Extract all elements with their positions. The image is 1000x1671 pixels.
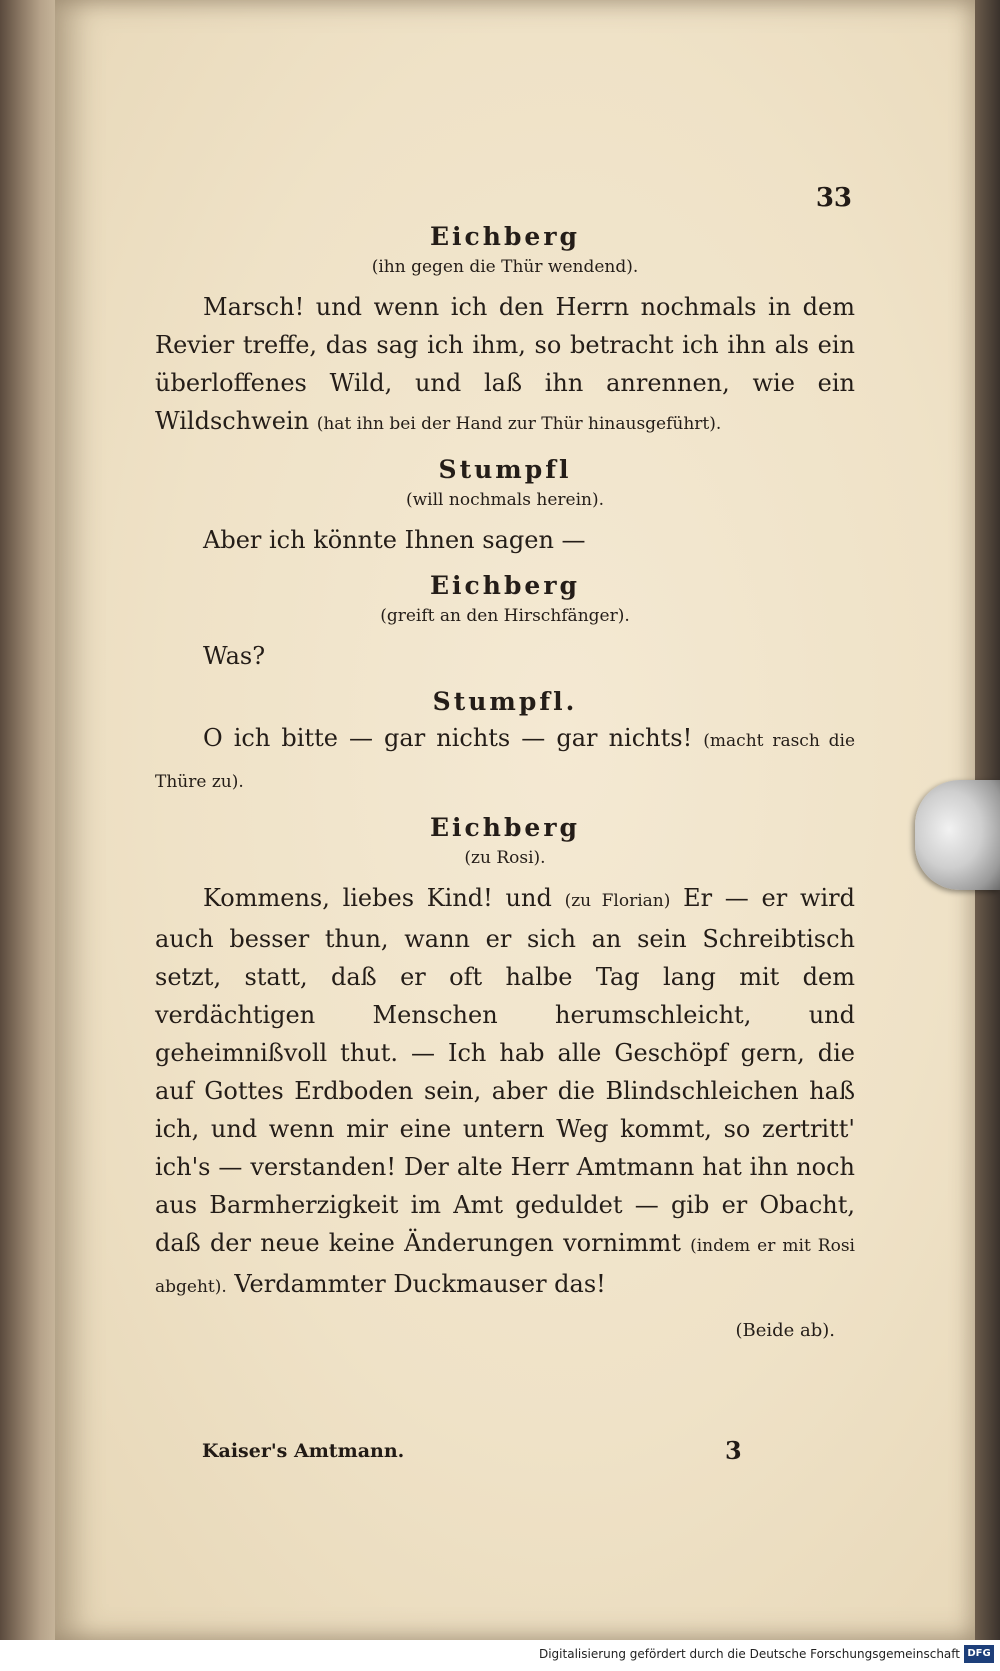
speaker-name: Eichberg <box>430 813 580 842</box>
left-page-edge <box>0 0 58 1640</box>
speech: Was? <box>203 642 266 670</box>
speech-text: Verdammter Duckmauser das! <box>226 1270 606 1298</box>
stage-direction: (greift an den Hirschfänger). <box>380 606 630 626</box>
stage-direction: (zu Rosi). <box>464 848 546 868</box>
exit-direction: (Beide ab). <box>735 1320 835 1341</box>
speech-text: Er — er wird auch besser thun, wann er sich an sein Schreibtisch setzt, statt, daß er oft halbe Tag lang mit dem verdächtigen Menschen herumschleicht, und geheimnißvoll thut. — Ich hab alle Geschöpf gern, die auf Gottes Erdboden sein, aber die Blindschleichen haß ich, und wenn mir eine untern Weg kommt, so zertritt' ich's — verstanden! Der alte Herr Amtmann hat ihn noch aus Barmherzigkeit im Amt geduldet — gib er Obacht, daß der neue keine Änderungen vornimmt <box>155 884 855 1257</box>
speech-text: Marsch! und wenn ich den Herrn nochmals in dem Revier treffe, das sag ich ihm, so betracht ich ihn als ein überloffenes Wild, und laß ihn anrennen, wie ein Wildschwein <box>155 293 855 435</box>
speaker-name: Stumpfl <box>438 455 572 484</box>
inline-stage-direction: (zu Florian) <box>564 891 671 911</box>
credit-bar <box>0 1640 1000 1671</box>
speech: Aber ich könnte Ihnen sagen — <box>203 526 586 554</box>
signature-mark: 3 <box>725 1436 742 1465</box>
speech <box>155 719 855 801</box>
inline-stage-direction: (hat ihn bei der Hand zur Thür hinausgeführt). <box>316 414 722 434</box>
dfg-logo: DFG <box>964 1645 994 1663</box>
footer-title: Kaiser's Amtmann. <box>202 1440 405 1462</box>
speech-text: Kommens, liebes Kind! und <box>203 884 565 912</box>
speech-text: O ich bitte — gar nichts — gar nichts! <box>203 724 704 752</box>
inline-stage-direction: (macht rasch die Thüre zu). <box>155 731 856 792</box>
stage-direction: (ihn gegen die Thür wendend). <box>371 257 639 277</box>
page-clip <box>915 780 1000 890</box>
stage-direction: (will nochmals herein). <box>406 490 604 510</box>
speech <box>155 288 855 443</box>
page-number: 33 <box>815 183 852 213</box>
inline-stage-direction: (indem er mit Rosi abgeht). <box>155 1236 855 1297</box>
credit-text: Digitalisierung gefördert durch die Deutsche Forschungsgemeinschaft <box>538 1647 960 1661</box>
play-text <box>155 220 855 1350</box>
speaker-name: Eichberg <box>430 571 580 600</box>
speaker-name: Stumpfl. <box>432 687 578 716</box>
speaker-name: Eichberg <box>430 222 580 251</box>
speech <box>155 879 855 1306</box>
